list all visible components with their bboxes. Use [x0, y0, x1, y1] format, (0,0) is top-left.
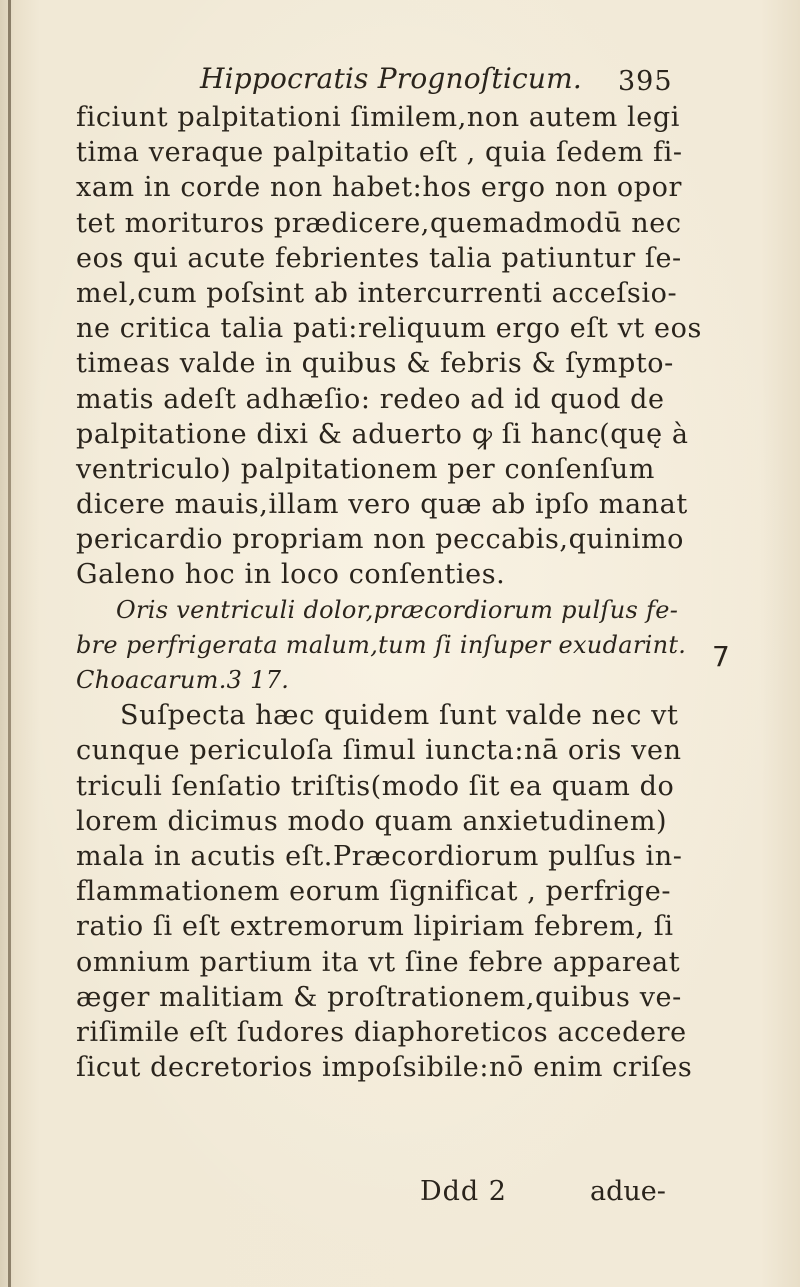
- commentary-line: riſimile eſt ſudores diaphoreticos accedere: [76, 1016, 687, 1048]
- text-line: tima veraque palpitatio eſt , quia ſedem fi-: [76, 137, 683, 169]
- running-head: [0, 58, 800, 102]
- aphorism-line: Oris ventriculi dolor,præcordiorum pulſus fe-: [116, 595, 679, 624]
- commentary-line: lorem dicimus modo quam anxietudinem): [76, 805, 668, 837]
- text-line: timeas valde in quibus & febris & ſympto-: [76, 348, 674, 380]
- text-line: mel,cum poſsint ab intercurrenti acceſsio-: [76, 277, 678, 309]
- commentary-line: mala in acutis eſt.Præcordiorum pulſus in-: [76, 840, 683, 872]
- text-line: eos qui acute febrientes talia patiuntur ſe-: [76, 242, 682, 274]
- text-line: Galeno hoc in loco conſenties.: [76, 559, 506, 591]
- commentary-line: triculi ſenſatio triſtis(modo ſit ea quam do: [76, 770, 675, 802]
- catchword: adue-: [590, 1176, 666, 1207]
- text-line: tet morituros prædicere,quemadmodū nec: [76, 207, 682, 239]
- signature-mark: Ddd 2: [420, 1176, 507, 1207]
- page-number: 395: [618, 66, 673, 97]
- commentary-line: cunque periculoſa ſimul iuncta:nā oris ven: [76, 735, 682, 767]
- aphorism-citation: Choacarum.3 17.: [76, 666, 290, 694]
- text-line: pericardio propriam non peccabis,quinimo: [76, 524, 685, 556]
- commentary-line: ratio ſi eſt extremorum lipiriam febrem, ſi: [76, 911, 674, 943]
- text-line: ficiunt palpitationi ſimilem,non autem legi: [76, 102, 680, 133]
- text-line: palpitatione dixi & aduerto ꝙ ſi hanc(quę à: [76, 418, 689, 450]
- text-line: dicere mauis,illam vero quæ ab ipſo manat: [76, 489, 688, 521]
- aphorism-line: bre perfrigerata malum,tum ſi inſuper exudarint.: [76, 630, 687, 659]
- binding-edge: [8, 0, 11, 1287]
- text-line: ventriculo) palpitationem per conſenſum: [76, 453, 655, 485]
- commentary-line: æger malitiam & proſtrationem,quibus ve-: [76, 981, 682, 1013]
- catchline: [0, 1172, 800, 1212]
- commentary-line: ſicut decretorios impoſsibile:nō enim criſes: [76, 1052, 693, 1084]
- text-line: ne critica talia pati:reliquum ergo eſt vt eos: [76, 313, 702, 345]
- text-line: xam in corde non habet:hos ergo non opor: [76, 172, 682, 204]
- margin-note-number: 7: [712, 640, 730, 673]
- commentary-line: omnium partium ita vt ſine febre appareat: [76, 946, 681, 978]
- body-text: [76, 100, 702, 1085]
- commentary-line: flammationem eorum ſignificat , perfrige-: [76, 876, 672, 908]
- running-head-title: Hippocratis Prognoſticum.: [200, 62, 582, 95]
- commentary-line: Suſpecta hæc quidem ſunt valde nec vt: [120, 700, 679, 732]
- text-line: matis adeſt adhæſio: redeo ad id quod de: [76, 383, 665, 415]
